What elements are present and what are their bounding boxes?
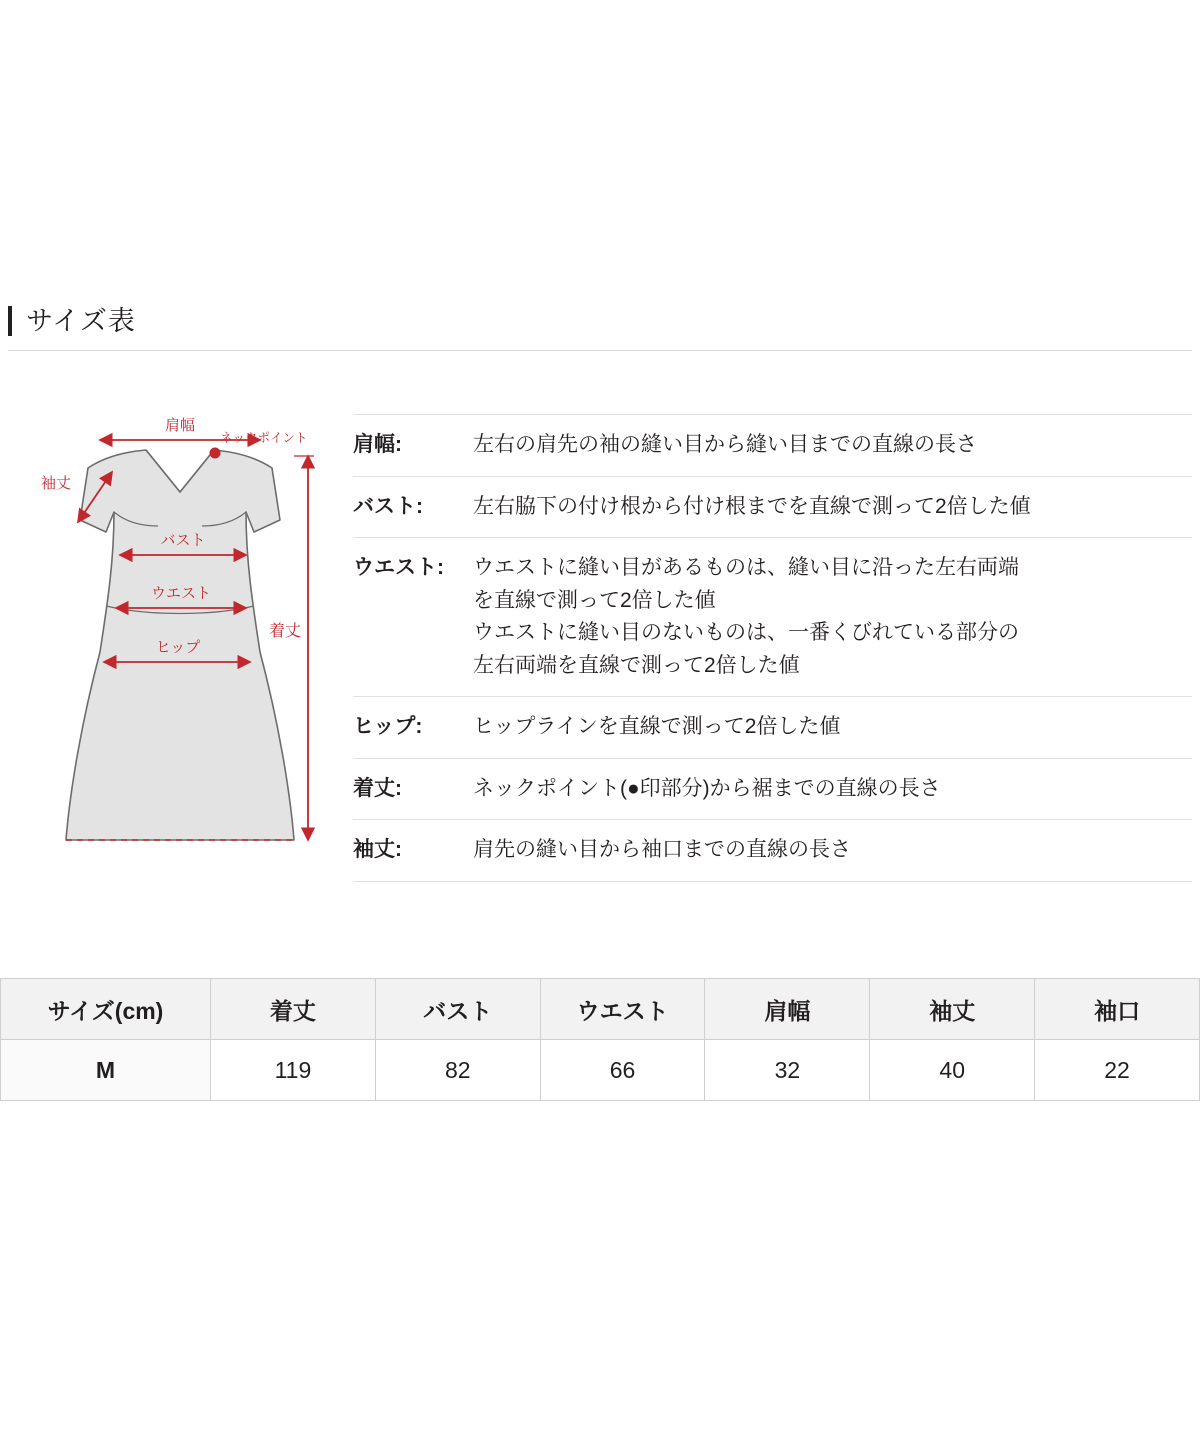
table-header-cell: バスト <box>375 979 540 1040</box>
definition-line: 肩先の縫い目から袖口までの直線の長さ <box>473 838 851 862</box>
definition-row-dress-length <box>353 759 1192 821</box>
table-cell: 119 <box>211 1040 376 1101</box>
table-cell-size: M <box>1 1040 211 1101</box>
table-cell: 32 <box>705 1040 870 1101</box>
definition-line: 左右両端を直線で測って2倍した値 <box>473 653 800 677</box>
table-cell: 22 <box>1035 1040 1200 1101</box>
definition-list <box>353 400 1192 900</box>
definition-row-waist <box>353 538 1192 697</box>
dress-diagram <box>8 400 353 900</box>
label-sleeve-length: 袖丈 <box>40 475 72 492</box>
label-bust: バスト <box>160 532 206 549</box>
definition-term: バスト: <box>353 494 423 518</box>
definition-description <box>473 491 1031 524</box>
page-title: サイズ表 <box>26 305 136 336</box>
label-waist: ウエスト <box>150 585 212 602</box>
definition-term: 着丈: <box>353 776 402 800</box>
table-row <box>1 1040 1200 1101</box>
dress-illustration <box>8 400 353 900</box>
table-header-row <box>1 979 1200 1040</box>
definition-line: ネックポイント(●印部分)から裾までの直線の長さ <box>473 776 941 800</box>
table-header-cell: 肩幅 <box>705 979 870 1040</box>
definition-description <box>473 773 941 806</box>
table-cell: 66 <box>540 1040 705 1101</box>
definition-description <box>473 834 851 867</box>
definition-description <box>473 552 1019 682</box>
table-header-cell: 着丈 <box>211 979 376 1040</box>
label-hip: ヒップ <box>155 639 201 656</box>
definition-line: ウエストに縫い目があるものは、縫い目に沿った左右両端 <box>473 556 1019 580</box>
size-table-container <box>0 978 1200 1101</box>
definition-description <box>473 429 977 462</box>
definition-row-bust <box>353 477 1192 539</box>
section-heading <box>8 306 1192 351</box>
size-table <box>0 978 1200 1101</box>
table-cell: 82 <box>375 1040 540 1101</box>
table-header-cell: 袖丈 <box>870 979 1035 1040</box>
label-dress-length: 着丈 <box>268 623 301 640</box>
definition-description <box>473 711 840 744</box>
definition-line: 左右の肩先の袖の縫い目から縫い目までの直線の長さ <box>473 433 977 456</box>
definition-line: ヒップラインを直線で測って2倍した値 <box>473 715 841 739</box>
table-cell: 40 <box>870 1040 1035 1101</box>
table-header-cell: サイズ(cm) <box>1 979 211 1040</box>
definition-line: ウエストに縫い目のないものは、一番くびれている部分の <box>473 621 1019 645</box>
definition-line: を直線で測って2倍した値 <box>473 588 716 612</box>
label-shoulder: 肩幅 <box>164 417 196 434</box>
definition-row-hip <box>353 697 1192 759</box>
heading-divider <box>8 350 1192 351</box>
table-header-cell: 袖口 <box>1035 979 1200 1040</box>
measurement-guide <box>8 400 1192 900</box>
definition-term: 肩幅: <box>353 433 402 456</box>
definition-row-shoulder <box>353 414 1192 477</box>
label-neck-point: ネックポイント <box>220 431 308 445</box>
table-header-cell: ウエスト <box>540 979 705 1040</box>
heading-accent-bar <box>8 306 12 336</box>
definition-line: 左右脇下の付け根から付け根までを直線で測って2倍した値 <box>473 494 1031 518</box>
definition-row-sleeve-length <box>353 820 1192 882</box>
definition-term: ウエスト: <box>353 556 444 580</box>
definition-term: 袖丈: <box>353 838 402 862</box>
definition-term: ヒップ: <box>353 715 423 739</box>
